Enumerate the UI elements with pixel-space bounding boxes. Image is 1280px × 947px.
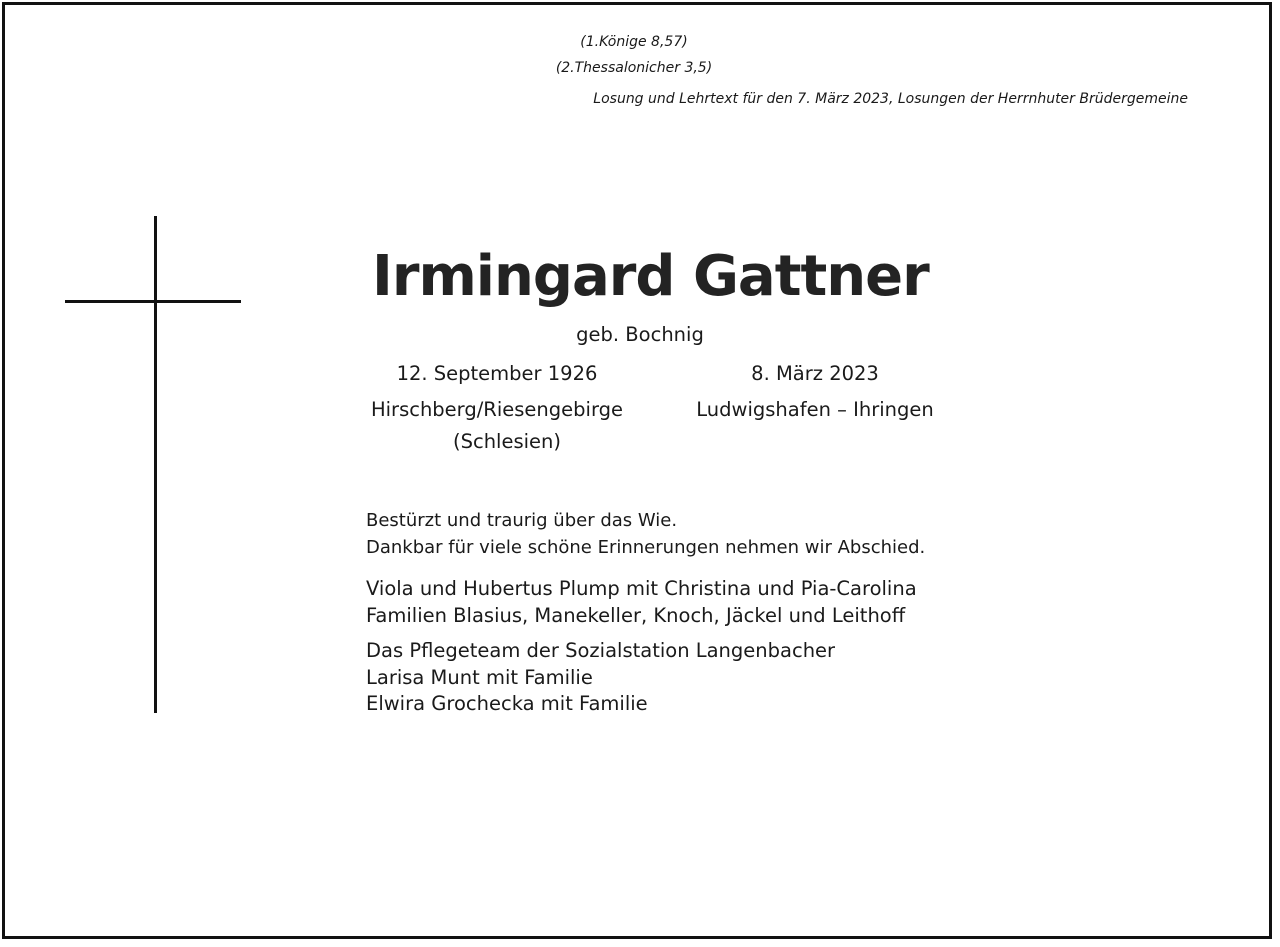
mourner-line: Familien Blasius, Manekeller, Knoch, Jäckel und Leithoff xyxy=(366,604,906,627)
deceased-name: Irmingard Gattner xyxy=(372,244,929,309)
death-date: 8. März 2023 xyxy=(751,362,879,385)
verse-ref-2: (2.Thessalonicher 3,5) xyxy=(555,60,713,76)
birth-place: Hirschberg/Riesengebirge xyxy=(370,398,624,421)
cross-icon-vertical xyxy=(154,216,157,713)
obituary-border xyxy=(2,2,1272,939)
verse-ref-1: (1.Könige 8,57) xyxy=(580,34,688,50)
birth-date: 12. September 1926 xyxy=(396,362,598,385)
verse-line-2 xyxy=(0,60,1270,76)
verse-line-1 xyxy=(0,34,1270,50)
mourner-line: Das Pflegeteam der Sozialstation Langenbacher xyxy=(366,639,836,662)
maiden-name: geb. Bochnig xyxy=(576,323,704,346)
verse-source: Losung und Lehrtext für den 7. März 2023, Losungen der Herrnhuter Brüdergemeine xyxy=(593,91,1188,107)
message-line-1: Bestürzt und traurig über das Wie. xyxy=(366,510,678,531)
mourner-line: Viola und Hubertus Plump mit Christina und Pia-Carolina xyxy=(366,577,917,600)
mourner-line: Larisa Munt mit Familie xyxy=(366,666,593,689)
death-place: Ludwigshafen – Ihringen xyxy=(696,398,934,421)
birth-region: (Schlesien) xyxy=(452,430,562,453)
cross-icon-horizontal xyxy=(65,300,241,303)
message-line-2: Dankbar für viele schöne Erinnerungen nehmen wir Abschied. xyxy=(366,537,926,558)
mourner-line: Elwira Grochecka mit Familie xyxy=(366,692,648,715)
